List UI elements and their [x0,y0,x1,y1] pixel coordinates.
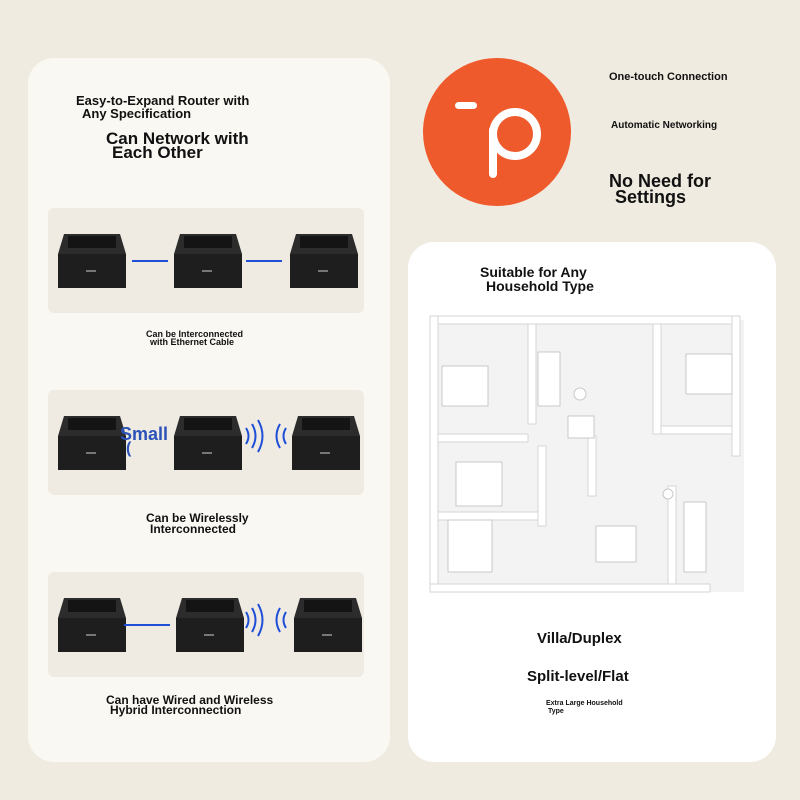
router-icon [172,232,244,288]
left-heading-line1: Can Network with [106,129,249,148]
household-type-large-line2: Type [548,708,564,715]
row2-overlay-text: Small [120,424,169,444]
row2-overlay-sub: ( [126,440,132,457]
left-heading-line2: Each Other [112,143,203,162]
feature-no-settings-line2: Settings [615,187,687,207]
row2-caption-line2: Interconnected [150,522,237,536]
wifi-signal-icon [240,416,292,456]
floor-plan-illustration [428,306,750,598]
row3-caption-line1: Can have Wired and Wireless [106,693,274,707]
brand-logo [423,58,571,206]
ethernet-link [246,260,282,262]
row1-caption-line2: with Ethernet Cable [150,337,235,347]
row3-caption-line2: Hybrid Interconnection [110,703,242,717]
household-type-large-line1: Extra Large Household [546,700,623,707]
left-title-line1: Easy-to-Expand Router with [76,93,250,108]
right-title-line1: Suitable for Any [480,264,587,280]
router-icon [172,414,244,470]
household-type-split: Split-level/Flat [527,668,629,685]
household-type-villa: Villa/Duplex [537,630,622,647]
feature-auto-networking: Automatic Networking [611,120,718,131]
left-title-line2: Any Specification [82,106,192,121]
feature-no-settings-line1: No Need for [609,171,712,191]
right-title-line2: Household Type [486,278,594,294]
brand-p-logo-icon [423,58,571,206]
row1-caption-line1: Can be Interconnected [146,329,244,339]
row2-caption-line1: Can be Wirelessly [146,511,249,525]
ethernet-link [132,260,168,262]
router-icon [288,232,360,288]
wifi-signal-icon [240,600,292,640]
router-icon [56,596,128,652]
router-icon [56,232,128,288]
feature-one-touch: One-touch Connection [609,71,728,83]
router-icon [56,414,128,470]
router-icon [292,596,364,652]
ethernet-link [124,624,170,626]
router-icon [174,596,246,652]
router-icon [290,414,362,470]
